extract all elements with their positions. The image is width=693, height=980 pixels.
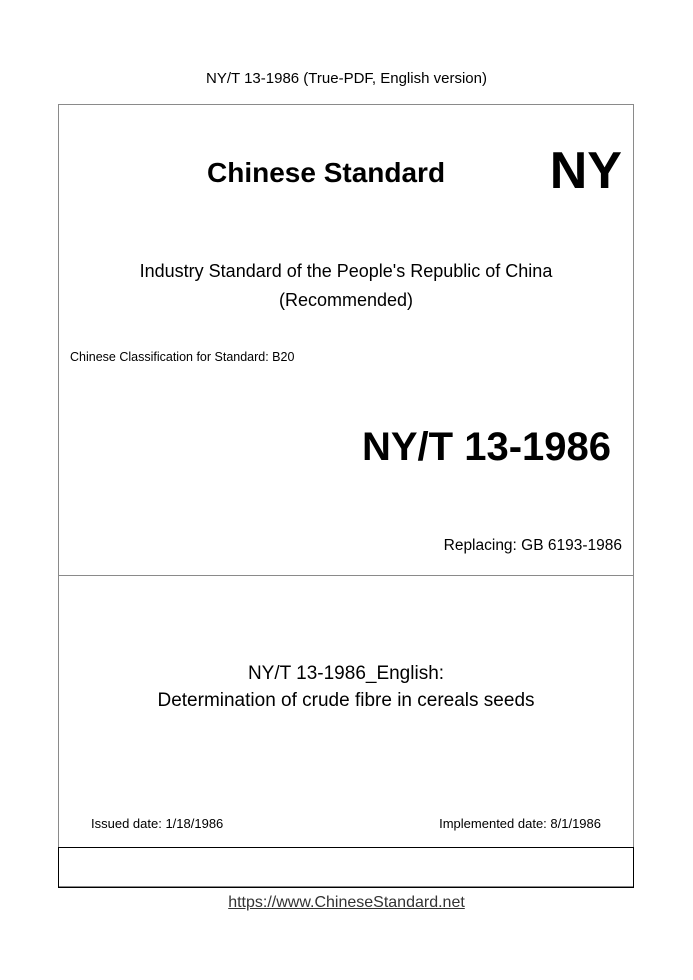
recommended-line: (Recommended) [278, 290, 414, 310]
standard-number: NY/T 13-1986 [361, 425, 611, 469]
brand-title: Chinese Standard [207, 157, 446, 188]
replacing-label: Replacing: GB 6193-1986 [443, 537, 622, 554]
title-text-line: Determination of crude fibre in cereals seeds [157, 690, 535, 711]
industry-statement [59, 257, 633, 315]
section-divider [59, 575, 633, 576]
document-title [59, 660, 633, 714]
footer-box [58, 847, 634, 888]
cover-frame [58, 104, 634, 887]
website-link[interactable]: https://www.ChineseStandard.net [228, 894, 465, 911]
classification-label: Chinese Classification for Standard: B20 [70, 350, 295, 364]
implemented-date: Implemented date: 8/1/1986 [439, 816, 601, 831]
brand-code: NY [549, 142, 622, 200]
industry-line: Industry Standard of the People's Republic of China [139, 261, 553, 281]
page-header-caption: NY/T 13-1986 (True-PDF, English version) [206, 70, 487, 87]
issued-date: Issued date: 1/18/1986 [91, 816, 224, 831]
title-code-line: NY/T 13-1986_English: [247, 663, 445, 684]
